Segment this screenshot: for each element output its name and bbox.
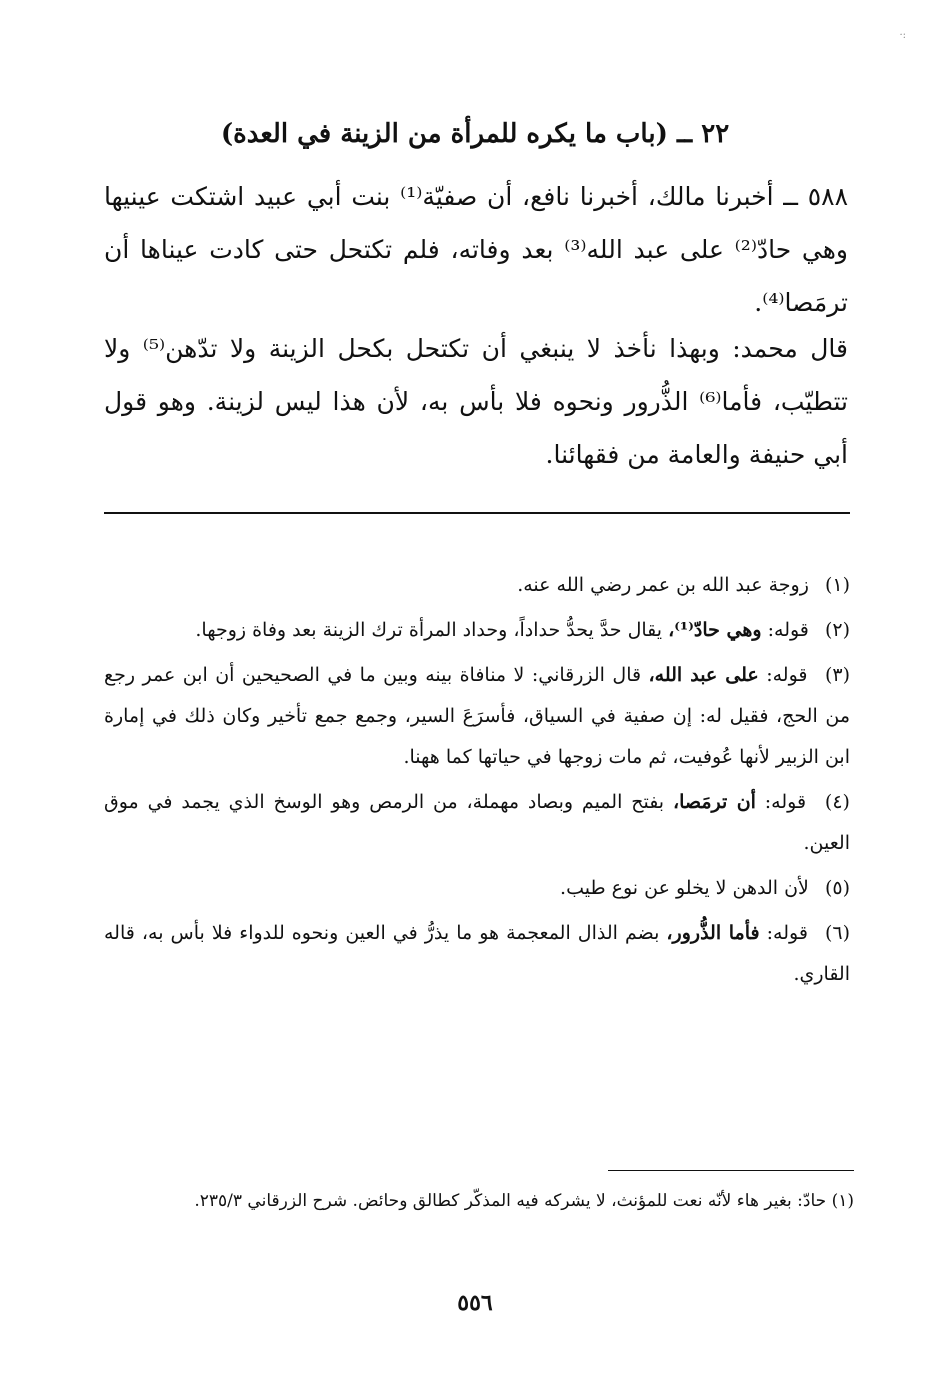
footnote-3 bbox=[104, 655, 850, 778]
subnote bbox=[104, 1182, 854, 1220]
footnote-6 bbox=[104, 913, 850, 995]
page-number: ٥٥٦ bbox=[457, 1290, 493, 1316]
subnote-number: (١) bbox=[831, 1191, 854, 1211]
chapter-number: ٢٢ bbox=[701, 119, 730, 149]
footnote-prefix: قوله: bbox=[767, 619, 809, 641]
commentary-text: قال محمد: وبهذا نأخذ لا ينبغي أن تكتحل بكحل الزينة ولا تدّهن⁽⁵⁾ ولا تتطيّب، فأما⁽⁶⁾ الذُّرور ونحوه فلا بأس به، لأن هذا ليس لزينة. وهو قول أبي حنيفة والعامة من فقهائنا. bbox=[104, 334, 848, 469]
footnote-divider bbox=[104, 512, 850, 514]
footnote-prefix: قوله: bbox=[766, 664, 808, 686]
chapter-heading bbox=[100, 112, 850, 156]
hadith-number: ٥٨٨ bbox=[807, 182, 849, 211]
hadith-text: ــ أخبرنا مالك، أخبرنا نافع، أن صفيّة⁽¹⁾ بنت أبي عبيد اشتكت عينيها وهي حادّ⁽²⁾ على عبد الله⁽³⁾ بعد وفاته، فلم تكتحل حتى كادت عيناها أن ترمَصا⁽⁴⁾. bbox=[104, 182, 849, 317]
footnote-text: قال الزرقاني: لا منافاة بينه وبين ما في الصحيحين أن ابن عمر رجع من الحج، فقيل له: إن صفية في السياق، فأسرَعَ السير، وجمع جمع تأخير وكان ذلك في إمارة ابن الزبير لأنها عُوفيت، ثم مات زوجها في حياتها كما ههنا. bbox=[104, 664, 850, 768]
footnote-number: (٦) bbox=[824, 922, 851, 944]
footnote-4 bbox=[104, 782, 850, 864]
footnote-text: لأن الدهن لا يخلو عن نوع طيب. bbox=[560, 877, 809, 899]
footnote-number: (٢) bbox=[824, 619, 850, 641]
footnote-5 bbox=[104, 868, 850, 909]
scan-speck: ·: bbox=[899, 30, 906, 41]
footnote-number: (٥) bbox=[824, 877, 850, 899]
footnotes-list bbox=[104, 565, 850, 999]
footnote-2 bbox=[104, 610, 850, 651]
footnote-text: بفتح الميم وبصاد مهملة، من الرمص وهو الوسخ الذي يجمد في موق العين. bbox=[104, 791, 850, 854]
footnote-keyword: وهي حادّ⁽¹⁾، bbox=[668, 619, 762, 641]
subnote-divider bbox=[608, 1170, 854, 1171]
subnote-text: حادّ: بغير هاء لأنّه نعت للمؤنث، لا يشركه فيه المذكّر كطالق وحائض. شرح الزرقاني ٢٣٥/٣. bbox=[194, 1191, 827, 1211]
chapter-title: (باب ما يكره للمرأة من الزينة في العدة) bbox=[220, 119, 668, 149]
footnote-text: زوجة عبد الله بن عمر رضي الله عنه. bbox=[517, 574, 809, 596]
footnote-text: يقال حدَّ يحدُّ حداداً، وحداد المرأة ترك الزينة بعد وفاة زوجها. bbox=[195, 619, 663, 641]
footnote-keyword: فأما الذُّرور، bbox=[666, 922, 760, 944]
commentary-paragraph bbox=[104, 322, 848, 481]
footnote-keyword: على عبد الله، bbox=[648, 664, 759, 686]
chapter-dash: ــ bbox=[676, 119, 693, 149]
footnote-1 bbox=[104, 565, 850, 606]
footnote-keyword: أن ترمَصا، bbox=[672, 791, 756, 813]
footnote-text: بضم الذال المعجمة هو ما يذرُّ في العين ونحوه للدواء فلا بأس به، قاله القاري. bbox=[104, 922, 850, 985]
footnote-prefix: قوله: bbox=[764, 791, 807, 813]
hadith-paragraph bbox=[104, 170, 848, 329]
footnote-prefix: قوله: bbox=[766, 922, 808, 944]
footnote-number: (٣) bbox=[824, 664, 851, 686]
footnote-number: (١) bbox=[824, 574, 850, 596]
footnote-number: (٤) bbox=[824, 791, 850, 813]
